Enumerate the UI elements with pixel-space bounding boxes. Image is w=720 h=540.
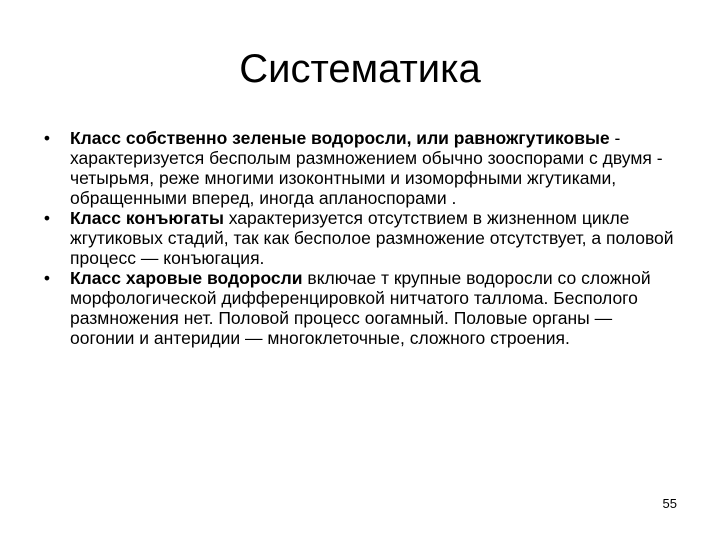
bullet-item-harovye: [40, 268, 680, 348]
page-number: 55: [662, 496, 677, 511]
bullet-icon: •: [43, 268, 51, 288]
bullet-item-konyugaty: [40, 208, 680, 268]
bullet-text: - характеризуется бесполым размножением обычно зооспорами с двумя - четырьмя, реже многими изоконтными и изоморфными жгутиками, обращенными вперед, иногда апланоспорами .: [70, 128, 663, 208]
bullet-heading: Класс собственно зеленые водоросли, или равножгутиковые: [70, 128, 610, 148]
bullet-heading: Класс конъюгаты: [70, 208, 224, 228]
bullet-list: [40, 128, 680, 348]
bullet-text: характеризуется отсутствием в жизненном цикле жгутиковых стадий, так как бесполое размножение отсутствует, а половой процесс — конъюгация.: [70, 208, 674, 268]
bullet-item-zelenye: [40, 128, 680, 208]
bullet-heading: Класс харовые водоросли: [70, 268, 303, 288]
bullet-text: включае т крупные водоросли со сложной морфологической дифференцировкой нитчатого таллома. Бесполого размножения нет. Половой процесс оогамный. Половые органы — оогонии и антеридии — многоклеточные, сложного строения.: [70, 268, 651, 348]
bullet-icon: •: [43, 208, 51, 228]
slide-title: Систематика: [239, 47, 481, 91]
bullet-icon: •: [43, 128, 51, 148]
